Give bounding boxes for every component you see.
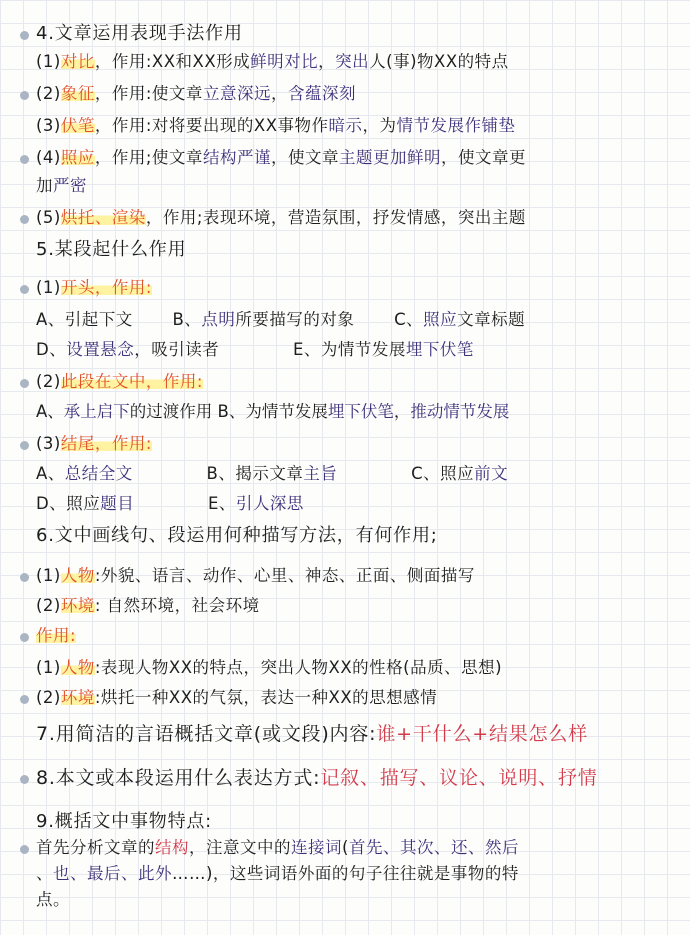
note-line (36, 492, 682, 516)
note-text: (2) (36, 596, 61, 615)
key-phrase: 首先、其次、还、然后 (348, 838, 519, 857)
bullet-dot (20, 155, 29, 164)
key-phrase: 埋下伏笔 (327, 402, 394, 421)
note-line (36, 82, 682, 106)
key-phrase: 结构严谨 (202, 148, 271, 167)
note-text: 人(事)物XX的特点 (369, 52, 509, 71)
key-phrase: 点明 (201, 310, 236, 329)
note-text: ( (342, 838, 349, 857)
note-text: (2) (36, 84, 61, 103)
note-text: ，吸引读者 E、为情节发展 (134, 340, 406, 359)
note-text: E、 (134, 494, 236, 513)
bullet-dot (20, 91, 29, 100)
note-text: (4) (36, 148, 61, 167)
note-line (36, 862, 682, 886)
note-text: :表现人物XX的特点，突出人物XX的性格(品质、思想) (94, 658, 503, 677)
key-phrase: 暗示 (328, 116, 363, 135)
note-text: ……)，这些词语外面的句子往往就是事物的特 (172, 864, 519, 883)
note-line (36, 432, 682, 456)
key-phrase: 题目 (100, 494, 135, 513)
highlighted-term: 人物 (60, 566, 95, 585)
note-text: (3) (36, 434, 61, 453)
note-text: (1) (36, 566, 61, 585)
highlighted-term: 此段在文中，作用: (60, 372, 203, 391)
note-text: ，作用:XX和XX形成 (94, 52, 251, 71)
note-text: ， (318, 52, 336, 71)
note-text: ， (270, 84, 288, 103)
note-line (36, 206, 682, 230)
note-text: 文章标题 (457, 310, 526, 329)
note-line (36, 174, 682, 198)
note-text: 7.用简洁的言语概括文章(或文段)内容: (36, 723, 377, 745)
note-line (36, 888, 682, 912)
note-text: ，作用;表现环境，营造氛围，抒发情感，突出主题 (145, 208, 526, 227)
note-line (36, 50, 682, 74)
highlighted-term: 对比 (60, 52, 95, 71)
note-text: (1) (36, 52, 61, 71)
note-text: 9.概括文中事物特点: (36, 811, 213, 832)
key-phrase: 也、最后、此外 (53, 864, 172, 883)
bullet-dot (20, 695, 29, 704)
bullet-dot (20, 379, 29, 388)
note-text: (2) (36, 372, 61, 391)
note-text: 首先分析文章的 (36, 838, 155, 857)
note-line (36, 564, 682, 588)
note-line (36, 146, 682, 170)
note-text: ，使文章更 (440, 148, 526, 167)
note-text: (5) (36, 208, 61, 227)
note-text: 加 (36, 176, 53, 195)
note-line (36, 276, 682, 300)
highlighted-term: 伏笔 (60, 116, 95, 135)
key-phrase: 严密 (53, 176, 87, 195)
note-text: 所要描写的对象 C、 (235, 310, 424, 329)
highlighted-term: 环境 (60, 596, 95, 615)
note-line (36, 308, 682, 332)
key-phrase: 主旨 (303, 464, 338, 483)
key-phrase: 情节发展作铺垫 (396, 116, 516, 135)
highlighted-term: 开头，作用: (60, 278, 152, 297)
highlighted-term: 作用: (36, 626, 77, 645)
highlighted-term: 结尾，作用: (60, 434, 152, 453)
note-line (36, 400, 682, 424)
key-phrase: 前文 (474, 464, 509, 483)
note-text: :烘托一种XX的气氛，表达一种XX的思想感情 (94, 688, 438, 707)
note-line (36, 22, 682, 46)
note-text: 8.本文或本段运用什么表达方式: (36, 767, 321, 789)
note-text: (2) (36, 688, 61, 707)
note-line (36, 656, 682, 680)
key-phrase: 照应 (423, 310, 458, 329)
note-text: ，为 (362, 116, 397, 135)
key-phrase: 连接词 (291, 838, 342, 857)
note-text: ，使文章 (270, 148, 339, 167)
note-text: ，作用:对将要出现的XX事物作 (94, 116, 329, 135)
bullet-dot (20, 845, 29, 854)
note-line (36, 238, 682, 262)
key-phrase: 引人深思 (235, 494, 304, 513)
key-phrase: 谁+干什么+结果怎么样 (376, 723, 588, 745)
note-line (36, 722, 682, 746)
key-phrase: 记叙、描写、议论、说明、抒情 (320, 767, 598, 789)
note-line (36, 766, 682, 790)
note-text: A、引起下文 B、 (36, 310, 202, 329)
note-text: 的过渡作用 B、为情节发展 (129, 402, 328, 421)
key-phrase: 结构 (155, 838, 189, 857)
note-line (36, 114, 682, 138)
note-text: C、照应 (337, 464, 475, 483)
note-text: (1) (36, 658, 61, 677)
note-text: D、 (36, 340, 67, 359)
note-line (36, 338, 682, 362)
note-line (36, 810, 682, 834)
key-phrase: 总结全文 (64, 464, 133, 483)
note-line (36, 686, 682, 710)
bullet-dot (20, 31, 29, 40)
key-phrase: 含蕴深刻 (287, 84, 356, 103)
note-line (36, 594, 682, 618)
bullet-dot (20, 285, 29, 294)
key-phrase: 推动情节发展 (410, 402, 510, 421)
note-text: A、 (36, 402, 64, 421)
note-text: 、 (36, 864, 53, 883)
highlighted-term: 人物 (60, 658, 95, 677)
note-line (36, 462, 682, 486)
highlighted-term: 照应 (60, 148, 95, 167)
note-line (36, 370, 682, 394)
note-text: (1) (36, 278, 61, 297)
note-text: ，注意文中的 (189, 838, 291, 857)
bullet-dot (20, 633, 29, 642)
note-text: ，作用;使文章 (94, 148, 203, 167)
note-text: B、揭示文章 (132, 464, 304, 483)
note-text: (3) (36, 116, 61, 135)
note-line (36, 836, 682, 860)
note-text: 4.文章运用表现手法作用 (36, 23, 243, 44)
key-phrase: 鲜明对比 (250, 52, 319, 71)
key-phrase: 承上启下 (63, 402, 130, 421)
highlighted-term: 环境 (60, 688, 95, 707)
note-line (36, 524, 682, 548)
note-text: 6.文中画线句、段运用何种描写方法，有何作用; (36, 525, 438, 546)
key-phrase: 设置悬念 (66, 340, 135, 359)
note-text: D、照应 (36, 494, 101, 513)
note-text: A、 (36, 464, 65, 483)
key-phrase: 立意深远 (202, 84, 271, 103)
note-text: : 自然环境，社会环境 (94, 596, 260, 615)
highlighted-term: 象征 (60, 84, 95, 103)
key-phrase: 埋下伏笔 (405, 340, 474, 359)
bullet-dot (20, 215, 29, 224)
highlighted-term: 烘托、渲染 (60, 208, 146, 227)
bullet-dot (20, 573, 29, 582)
bullet-dot (20, 441, 29, 450)
note-text: :外貌、语言、动作、心里、神态、正面、侧面描写 (94, 566, 475, 585)
key-phrase: 主题更加鲜明 (338, 148, 441, 167)
note-text: 5.某段起什么作用 (36, 239, 187, 260)
note-text: ，作用:使文章 (94, 84, 203, 103)
key-phrase: 突出 (335, 52, 370, 71)
note-text: ， (393, 402, 411, 421)
note-line (36, 624, 682, 648)
note-text: 点。 (36, 890, 70, 909)
bullet-dot (20, 775, 29, 784)
